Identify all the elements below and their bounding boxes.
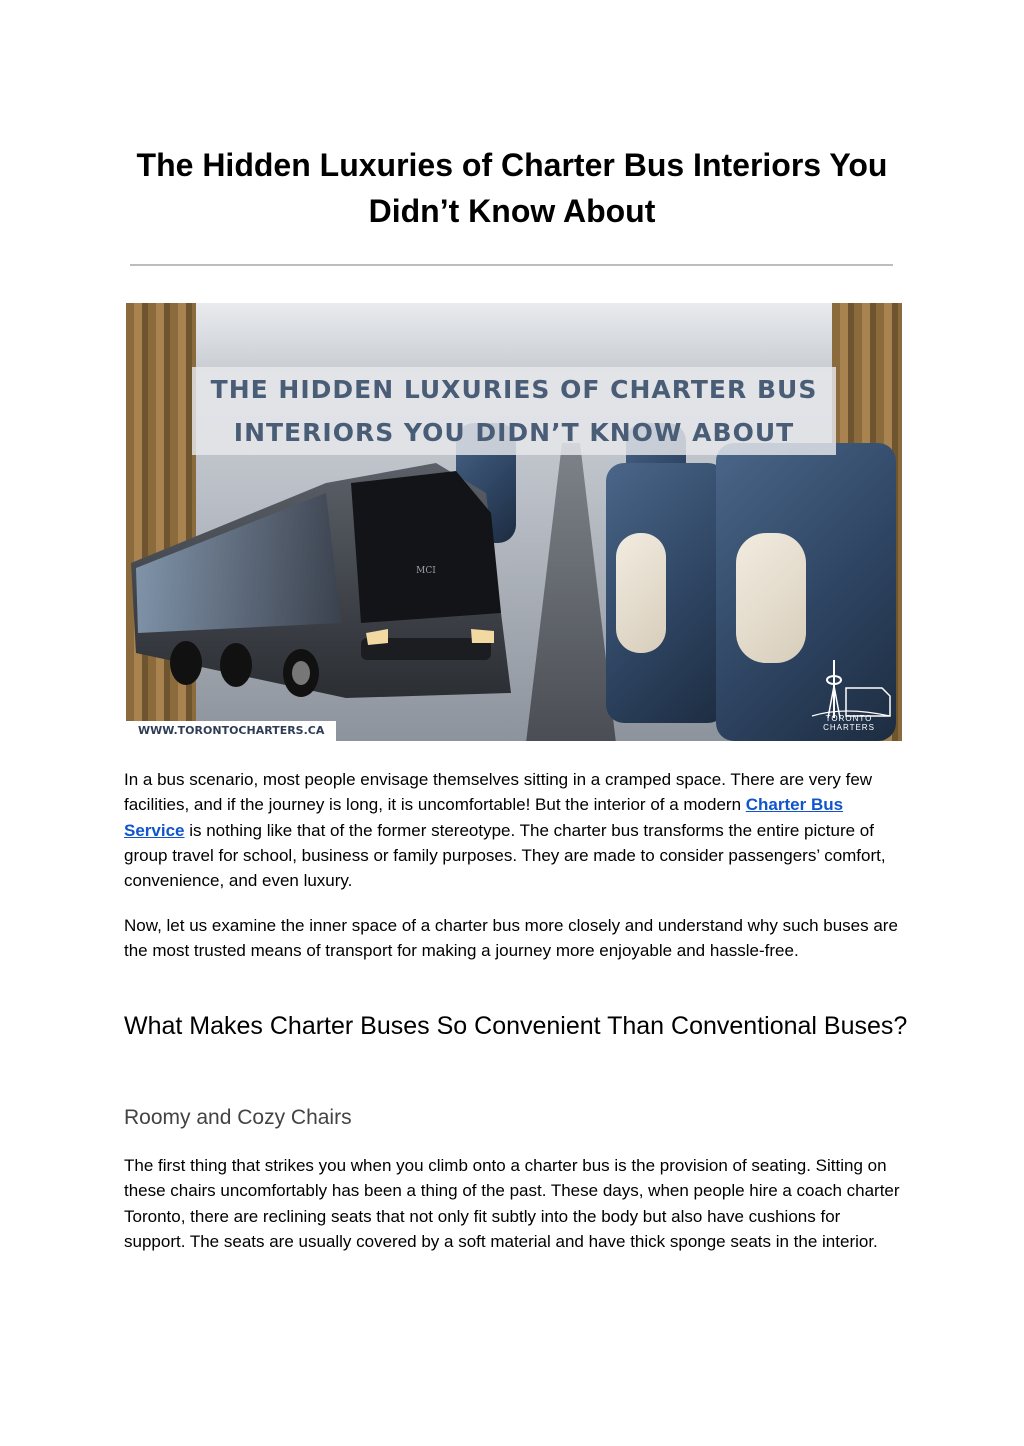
brand-logo xyxy=(804,658,894,738)
hero-aisle xyxy=(526,443,616,741)
intro-text-before-link: In a bus scenario, most people envisage themselves sitting in a cramped space. There are very few facilities, and if the journey is long, it is uncomfortable! But the interior of a modern xyxy=(124,770,873,815)
intro-paragraph xyxy=(124,767,904,893)
cn-tower-bus-icon xyxy=(804,658,894,722)
hero-seat-cushion xyxy=(616,533,666,653)
brand-name: TORONTO CHARTERS xyxy=(823,714,875,732)
website-url-tag: WWW.TORONTOCHARTERS.CA xyxy=(126,721,336,741)
section-heading: What Makes Charter Buses So Convenient Than Conventional Buses? xyxy=(124,1012,908,1040)
hero-image xyxy=(126,303,902,741)
charter-bus-service-link[interactable]: Charter Bus Service xyxy=(124,795,844,840)
hero-banner-line-1: THE HIDDEN LUXURIES OF CHARTER BUS xyxy=(210,375,818,404)
intro-text-after-link: is nothing like that of the former stereotype. The charter bus transforms the entire picture of group travel for school, business or family purposes. They are made to consider passengers’ comfort, convenience, and even luxury. xyxy=(124,820,886,891)
bus-badge: MCI xyxy=(416,566,436,576)
hero-banner-line-2: INTERIORS YOU DIDN’T KNOW ABOUT xyxy=(233,418,795,447)
body-paragraph-3: The first thing that strikes you when you climb onto a charter bus is the provision of seating. Sitting on these chairs uncomfortably has been a thing of the past. These days, when people hire a coach charter Toronto, there are reclining seats that not only fit subtly into the body but also have cushions for support. The seats are usually covered by a soft material and have thick sponge seats in the interior. xyxy=(124,1156,900,1251)
body-paragraph-2: Now, let us examine the inner space of a charter bus more closely and understand why such buses are the most trusted means of transport for making a journey more enjoyable and hassle-free. xyxy=(124,916,898,961)
hero-seat-cushion xyxy=(736,533,806,663)
coach-bus-illustration xyxy=(126,453,516,703)
title-divider xyxy=(130,264,893,266)
subheading: Roomy and Cozy Chairs xyxy=(124,1106,352,1129)
page-title: The Hidden Luxuries of Charter Bus Interiors You Didn’t Know About xyxy=(136,147,888,229)
hero-ceiling xyxy=(186,303,842,373)
